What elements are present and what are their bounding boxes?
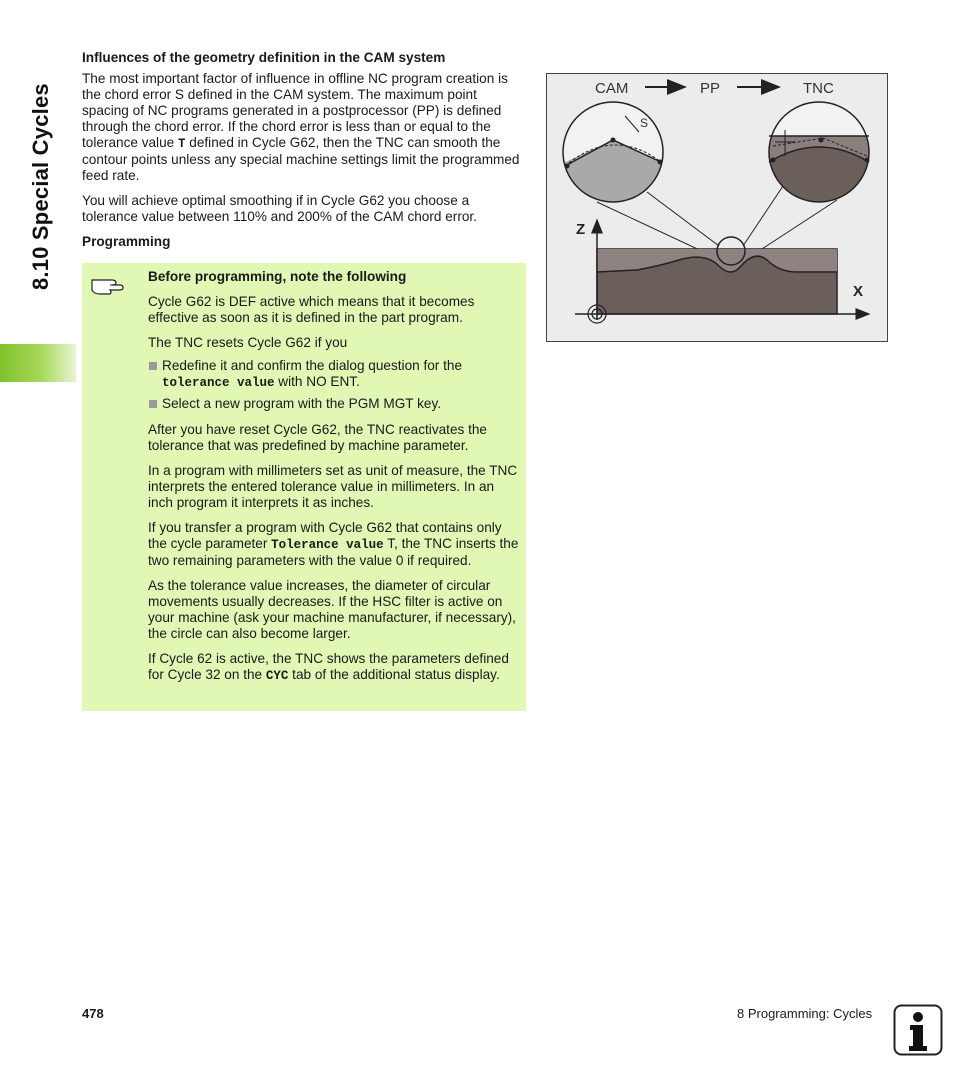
connector-right-a xyxy=(743,186,783,246)
note-box xyxy=(82,263,526,711)
pointing-hand-icon xyxy=(90,271,126,297)
note-title: Before programming, note the following xyxy=(148,269,407,284)
note-bullet-pgm-mgt: Select a new program with the PGM MGT key. xyxy=(148,396,520,412)
label-cam: CAM xyxy=(595,80,629,97)
label-tnc: TNC xyxy=(803,80,834,97)
workpiece xyxy=(597,237,837,314)
note-paragraph-status-display: If Cycle 62 is active, the TNC shows the parameters defined for Cycle 32 on the CYC tab of the additional status display. xyxy=(148,651,509,683)
note-paragraph-def-active: Cycle G62 is DEF active which means that it becomes effective as soon as it is defined in the part program. xyxy=(148,294,475,325)
label-z: Z xyxy=(576,221,586,238)
note-paragraph-reset: The TNC resets Cycle G62 if you xyxy=(148,335,348,350)
cam-pp-tnc-figure xyxy=(546,73,888,342)
section-heading: Influences of the geometry definition in the CAM system xyxy=(82,50,446,65)
programming-heading: Programming xyxy=(82,234,171,249)
chapter-title-text: 8.10 Special Cycles xyxy=(28,83,53,290)
note-paragraph-units: In a program with millimeters set as unit of measure, the TNC interprets the entered tolerance value in millimeters. In an inch program it interprets it as inches. xyxy=(148,463,518,510)
tnc-magnifier xyxy=(767,102,871,206)
label-s: S xyxy=(640,116,649,130)
note-paragraph-reactivate: After you have reset Cycle G62, the TNC reactivates the tolerance that was predefined by machine parameter. xyxy=(148,422,487,453)
main-text-column xyxy=(82,50,527,255)
page-number: 478 xyxy=(82,1006,104,1021)
paragraph-smoothing: You will achieve optimal smoothing if in Cycle G62 you choose a tolerance value between 110% and 200% of the CAM chord error. xyxy=(82,193,477,224)
footer-chapter: 8 Programming: Cycles xyxy=(737,1006,873,1021)
paragraph-chord-error: The most important factor of influence in offline NC program creation is the chord error S defined in the CAM system. The maximum point spacing of NC programs generated in a postprocessor (PP) is defined through the chord error. If the chord error is less than or equal to the tolerance value T defined in Cycle G62, then the TNC can smooth the contour points unless any special machine settings limit the programmed feed rate. xyxy=(82,71,520,183)
label-pp: PP xyxy=(700,80,721,97)
note-paragraph-tolerance-increase: As the tolerance value increases, the diameter of circular movements usually decreases. If the HSC filter is active on your machine (ask your machine manufacturer, if necessary), the circle can also become larger. xyxy=(148,578,516,641)
info-icon[interactable] xyxy=(893,1004,943,1056)
chapter-tab-marker xyxy=(0,344,76,382)
note-paragraph-transfer: If you transfer a program with Cycle G62 that contains only the cycle parameter Tolerance value T, the TNC inserts the two remaining parameters with the value 0 if required. xyxy=(148,520,519,568)
figure-drawing xyxy=(547,74,887,341)
cam-magnifier xyxy=(557,102,669,214)
note-bullet-redefine: Redefine it and confirm the dialog question for the tolerance value with NO ENT. xyxy=(148,358,520,391)
note-content xyxy=(148,269,520,693)
chapter-side-title xyxy=(28,40,58,290)
label-x: X xyxy=(853,283,864,300)
connector-left-a xyxy=(647,192,719,246)
